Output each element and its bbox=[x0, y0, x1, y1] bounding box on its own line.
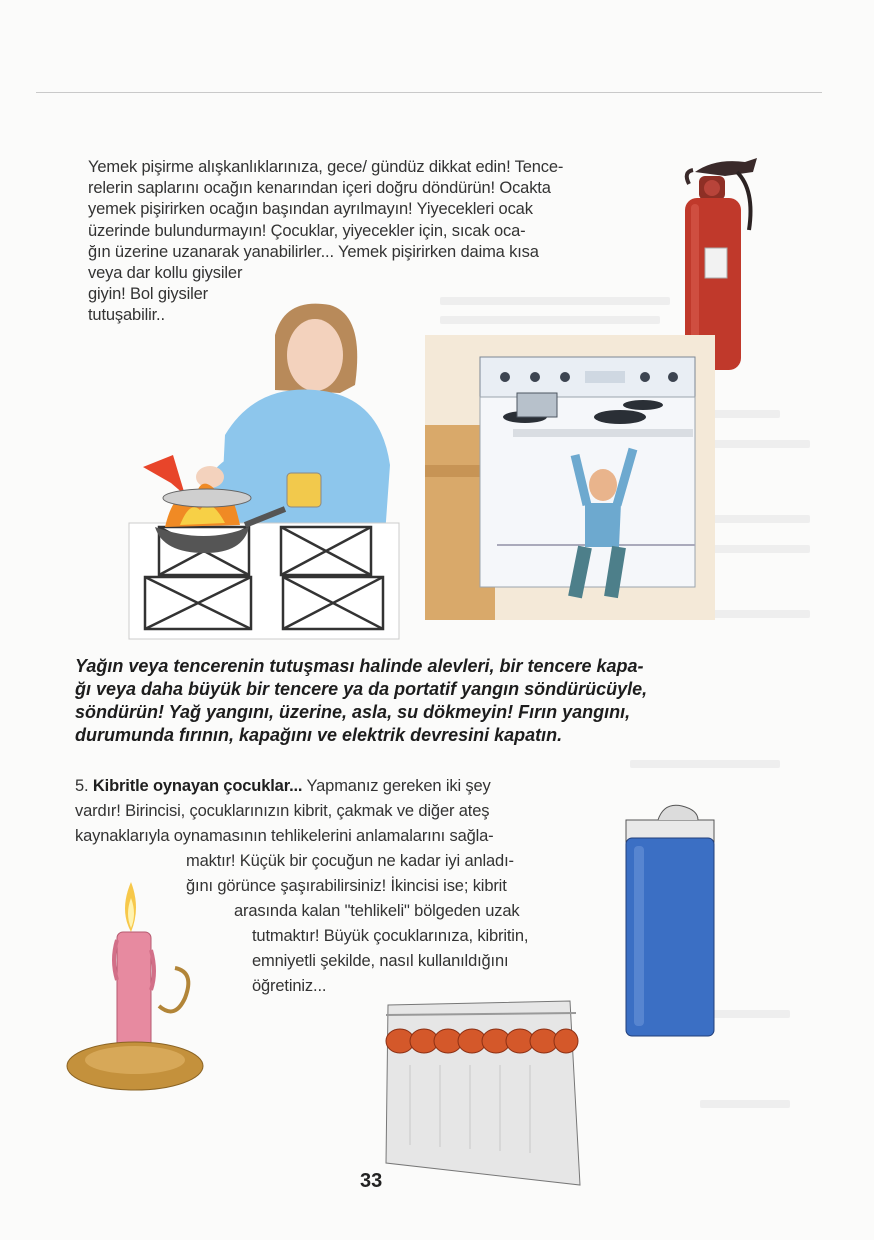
text-line: durumunda fırının, kapağını ve elektrik devresini kapatın. bbox=[75, 725, 563, 745]
text-line: Yemek pişirme alışkanlıklarınıza, gece/ gündüz dikkat edin! Tence- bbox=[88, 158, 564, 176]
text-line: öğretiniz... bbox=[252, 977, 327, 995]
text-line: ğı veya daha büyük bir tencere ya da portatif yangın söndürücüyle, bbox=[75, 679, 648, 699]
section-number: 5. bbox=[75, 777, 89, 795]
candle-icon bbox=[65, 880, 215, 1095]
text-line: söndürün! Yağ yangını, üzerine, asla, su dökmeyin! Fırın yangını, bbox=[75, 702, 631, 722]
text-line: tutmaktır! Büyük çocuklarınıza, kibritin, bbox=[252, 927, 529, 945]
section-heading-line bbox=[75, 776, 491, 797]
text-line: ğın üzerine uzanarak yanabilirler... Yemek pişirirken daima kısa bbox=[88, 242, 539, 261]
text-line: maktır! Küçük bir çocuğun ne kadar iyi anladı- bbox=[186, 852, 514, 870]
section-title: Kibritle oynayan çocuklar... bbox=[92, 777, 303, 795]
text-line: Yapmanız gereken iki şey bbox=[302, 777, 491, 795]
page-number: 33 bbox=[360, 1170, 383, 1192]
text-line: kaynaklarıyla oynamasının tehlikelerini anlamalarını sağla- bbox=[75, 827, 494, 845]
text-line: veya dar kollu giysiler bbox=[88, 264, 243, 283]
text-line: arasında kalan "tehlikeli" bölgeden uzak bbox=[234, 902, 520, 920]
lighter-icon bbox=[618, 800, 722, 1042]
text-line: emniyetli şekilde, nasıl kullanıldığını bbox=[252, 952, 509, 970]
text-line: giyin! Bol giysiler bbox=[88, 285, 209, 304]
text-line: ğını görünce şaşırabilirsiniz! İkincisi ise; kibrit bbox=[186, 877, 507, 895]
text-line: tutuşabilir.. bbox=[88, 306, 165, 325]
text-line: relerin saplarını ocağın kenarından içeri doğru döndürün! Ocakta bbox=[88, 179, 551, 198]
text-line: yemek pişirirken ocağın başından ayrılmayın! Yiyecekleri ocak bbox=[88, 200, 533, 219]
text-line: Yağın veya tencerenin tutuşması halinde alevleri, bir tencere kapa- bbox=[75, 656, 644, 676]
text-line: üzerinde bulundurmayın! Çocuklar, yiyecekler için, sıcak oca- bbox=[88, 221, 526, 240]
text-line: vardır! Birincisi, çocuklarınızın kibrit, çakmak ve diğer ateş bbox=[75, 802, 490, 820]
matchbook-icon bbox=[380, 995, 585, 1195]
